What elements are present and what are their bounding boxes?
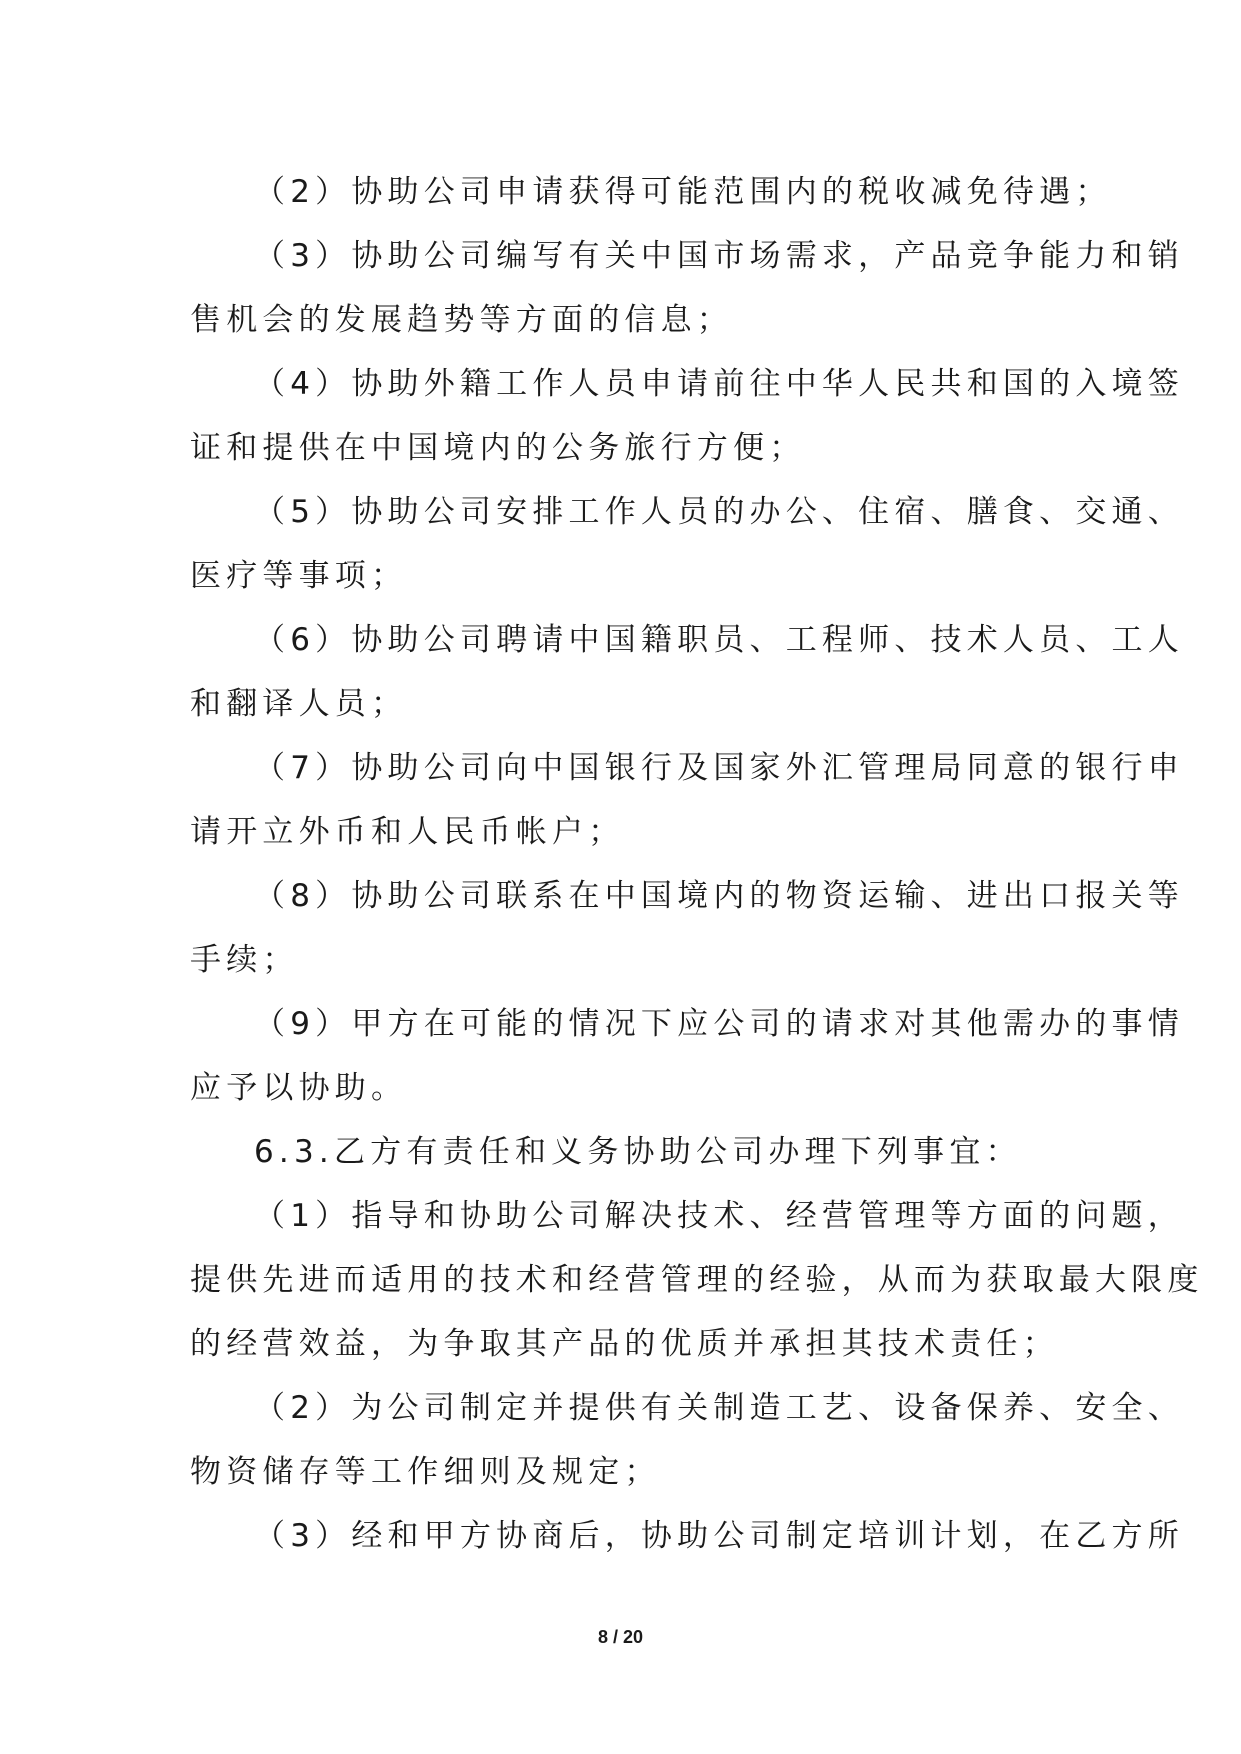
paragraph-line: 应予以协助。	[190, 1070, 408, 1106]
paragraph-line: （7）协助公司向中国银行及国家外汇管理局同意的银行申	[254, 750, 1184, 786]
paragraph-line: （2）为公司制定并提供有关制造工艺、设备保养、安全、	[254, 1390, 1184, 1426]
document-body	[190, 160, 1204, 1568]
paragraph-line: 提供先进而适用的技术和经营管理的经验，从而为获取最大限度	[190, 1262, 1204, 1298]
paragraph-line: （3）经和甲方协商后，协助公司制定培训计划，在乙方所	[254, 1518, 1184, 1554]
paragraph-line: （5）协助公司安排工作人员的办公、住宿、膳食、交通、	[254, 494, 1184, 530]
paragraph-line: （6）协助公司聘请中国籍职员、工程师、技术人员、工人	[254, 622, 1184, 658]
paragraph-line: 证和提供在中国境内的公务旅行方便；	[190, 430, 806, 466]
paragraph-line: （2）协助公司申请获得可能范围内的税收减免待遇；	[254, 174, 1112, 210]
paragraph-line: 和翻译人员；	[190, 686, 408, 722]
paragraph-line: 手续；	[190, 942, 299, 978]
paragraph-line: 的经营效益，为争取其产品的优质并承担其技术责任；	[190, 1326, 1059, 1362]
paragraph-line: 售机会的发展趋势等方面的信息；	[190, 302, 733, 338]
paragraph-line: （9）甲方在可能的情况下应公司的请求对其他需办的事情	[254, 1006, 1184, 1042]
paragraph-line: （4）协助外籍工作人员申请前往中华人民共和国的入境签	[254, 366, 1184, 402]
paragraph-line: （8）协助公司联系在中国境内的物资运输、进出口报关等	[254, 878, 1184, 914]
paragraph-line: （1）指导和协助公司解决技术、经营管理等方面的问题，	[254, 1198, 1184, 1234]
paragraph-line: 物资储存等工作细则及规定；	[190, 1454, 661, 1490]
page-number: 8 / 20	[597, 1627, 644, 1647]
paragraph-line: （3）协助公司编写有关中国市场需求，产品竞争能力和销	[254, 238, 1184, 274]
paragraph-line: 医疗等事项；	[190, 558, 408, 594]
paragraph-line: 请开立外币和人民币帐户；	[190, 814, 625, 850]
section-heading: 6.3.乙方有责任和义务协助公司办理下列事宜：	[254, 1134, 1022, 1170]
